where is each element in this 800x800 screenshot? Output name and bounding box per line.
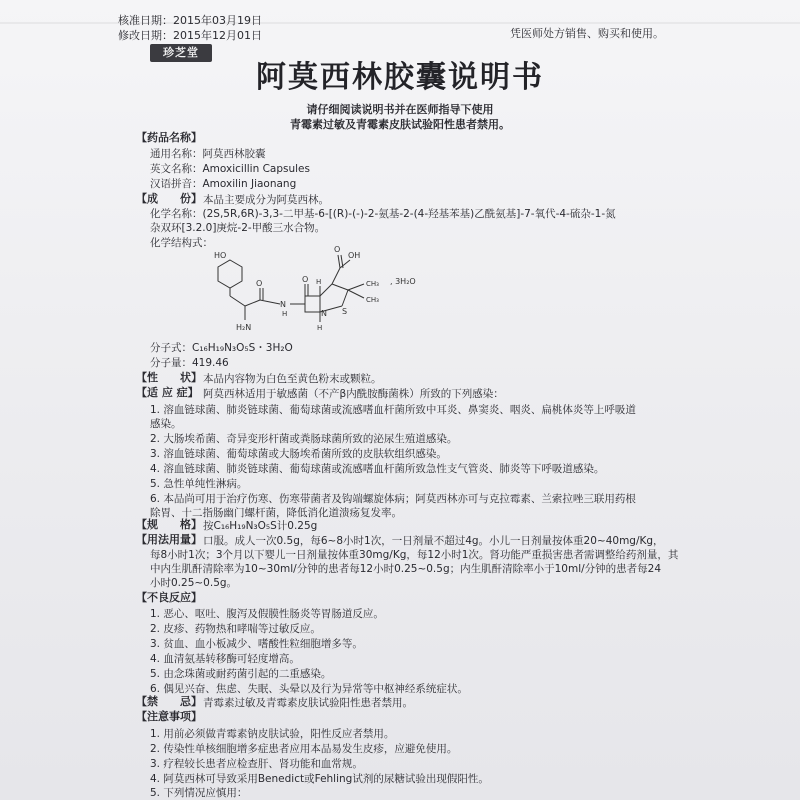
subtitle-read-carefully: 请仔细阅读说明书并在医师指导下使用: [306, 103, 494, 116]
label-h-amide: H: [282, 310, 288, 318]
label-s: S: [342, 307, 348, 316]
label-ho: HO: [214, 251, 227, 260]
page-title: 阿莫西林胶囊说明书: [256, 60, 544, 95]
properties-text: 本品内容物为白色至黄色粉末或颗粒。: [203, 373, 382, 385]
molecular-formula: 分子式：C₁₆H₁₉N₃O₅S・3H₂O: [150, 342, 293, 354]
label-n-ring: N: [321, 309, 327, 318]
composition-text: 本品主要成分为阿莫西林。: [203, 194, 329, 206]
label-h-top: H: [316, 278, 322, 286]
label-h-ring: H: [317, 324, 323, 332]
label-o-lactam: O: [302, 275, 309, 284]
dosage-heading: 【用法用量】: [136, 533, 202, 546]
indication-item: 3. 溶血链球菌、葡萄球菌或大肠埃希菌所致的皮肤软组织感染。: [150, 448, 447, 460]
label-ch3-b: CH₃: [366, 296, 379, 304]
english-name: 英文名称：Amoxicillin Capsules: [150, 163, 310, 175]
revision-date: 修改日期：2015年12月01日: [118, 29, 262, 42]
indications-text: 阿莫西林适用于敏感菌（不产β内酰胺酶菌株）所致的下列感染：: [203, 388, 504, 400]
molecular-weight: 分子量：419.46: [150, 357, 229, 369]
adverse-item: 1. 恶心、呕吐、腹泻及假膜性肠炎等胃肠道反应。: [150, 608, 384, 620]
indication-item: 感染。: [150, 418, 182, 430]
specification-heading: 【规 格】: [136, 518, 202, 531]
indications-heading: 【适 应 症】: [136, 386, 199, 399]
adverse-item: 2. 皮疹、药物热和哮喘等过敏反应。: [150, 623, 321, 635]
indication-item: 1. 溶血链球菌、肺炎链球菌、葡萄球菌或流感嗜血杆菌所致中耳炎、鼻窦炎、咽炎、扁桃体炎等上呼吸道: [150, 404, 636, 416]
label-o-amide: O: [256, 279, 263, 288]
generic-name: 通用名称：阿莫西林胶囊: [150, 148, 266, 160]
adverse-item: 4. 血清氨基转移酶可轻度增高。: [150, 653, 300, 665]
composition-heading: 【成 份】: [136, 192, 202, 205]
properties-heading: 【性 状】: [136, 371, 202, 384]
precautions-heading: 【注意事项】: [136, 710, 202, 723]
adverse-heading: 【不良反应】: [136, 591, 202, 604]
pinyin-name: 汉语拼音：Amoxilin Jiaonang: [150, 178, 297, 190]
dosage-line: 小时0.25~0.5g。: [150, 577, 238, 589]
indication-item: 2. 大肠埃希菌、奇异变形杆菌或粪肠球菌所致的泌尿生殖道感染。: [150, 433, 458, 445]
contraindications-text: 青霉素过敏及青霉素皮肤试验阳性患者禁用。: [203, 697, 413, 709]
structure-label: 化学结构式：: [150, 237, 213, 249]
adverse-item: 5. 由念珠菌或耐药菌引起的二重感染。: [150, 668, 332, 680]
precaution-item: 1. 用前必须做青霉素钠皮肤试验，阳性反应者禁用。: [150, 728, 395, 740]
label-oh: OH: [348, 251, 361, 260]
prescription-note: 凭医师处方销售、购买和使用。: [510, 27, 664, 40]
indication-item: 4. 溶血链球菌、肺炎链球菌、葡萄球菌或流感嗜血杆菌所致急性支气管炎、肺炎等下呼吸道感染。: [150, 463, 605, 475]
subtitle-allergy-warning: 青霉素过敏及青霉素皮肤试验阳性患者禁用。: [290, 118, 510, 131]
chemical-name-line2: 杂双环[3.2.0]庚烷-2-甲酸三水合物。: [150, 222, 326, 234]
precaution-item: 3. 疗程较长患者应检查肝、肾功能和血常规。: [150, 758, 363, 770]
dosage-line: 中内生肌酐清除率为10~30ml/分钟的患者每12小时0.25~0.5g；内生肌酐清除率小于10ml/分钟的患者每24: [150, 563, 662, 575]
adverse-item: 6. 偶见兴奋、焦虑、失眠、头晕以及行为异常等中枢神经系统症状。: [150, 683, 468, 695]
indication-item: 除胃、十二指肠幽门螺杆菌，降低消化道溃疡复发率。: [150, 507, 402, 519]
label-water: , 3H₂O: [390, 277, 416, 286]
indication-item: 6. 本品尚可用于治疗伤寒、伤寒带菌者及钩端螺旋体病；阿莫西林亦可与克拉霉素、兰索拉唑三联用药根: [150, 493, 636, 505]
label-o-carboxyl: O: [334, 245, 341, 254]
chemical-structure-diagram: [190, 240, 450, 340]
dosage-line: 每8小时1次；3个月以下婴儿一日剂量按体重30mg/Kg，每12小时1次。肾功能严重损害患者需调整给药剂量，其: [150, 549, 679, 561]
approval-date: 核准日期：2015年03月19日: [118, 14, 262, 27]
precaution-item: 5. 下列情况应慎用：: [150, 787, 248, 799]
label-ch3-a: CH₃: [366, 280, 379, 288]
precaution-item: 4. 阿莫西林可导致采用Benedict或Fehling试剂的尿糖试验出现假阳性。: [150, 773, 489, 785]
indication-item: 5. 急性单纯性淋病。: [150, 478, 248, 490]
precaution-item: 2. 传染性单核细胞增多症患者应用本品易发生皮疹，应避免使用。: [150, 743, 458, 755]
label-nh: N: [280, 300, 286, 309]
label-h2n: H₂N: [236, 323, 252, 332]
chemical-name-line1: 化学名称：(2S,5R,6R)-3,3-二甲基-6-[(R)-(-)-2-氨基-2-(4-羟基苯基)乙酰氨基]-7-氧代-4-硫杂-1-氮: [150, 208, 616, 220]
adverse-item: 3. 贫血、血小板减少、嗜酸性粒细胞增多等。: [150, 638, 363, 650]
drug-name-heading: 【药品名称】: [136, 131, 202, 144]
contraindications-heading: 【禁 忌】: [136, 695, 202, 708]
brand-logo: 珍芝堂: [150, 44, 212, 62]
specification-text: 按C₁₆H₁₉N₃O₅S计0.25g: [203, 520, 318, 532]
dosage-line: 口服。成人一次0.5g，每6~8小时1次，一日剂量不超过4g。小儿一日剂量按体重20~40mg/Kg，: [203, 535, 664, 547]
